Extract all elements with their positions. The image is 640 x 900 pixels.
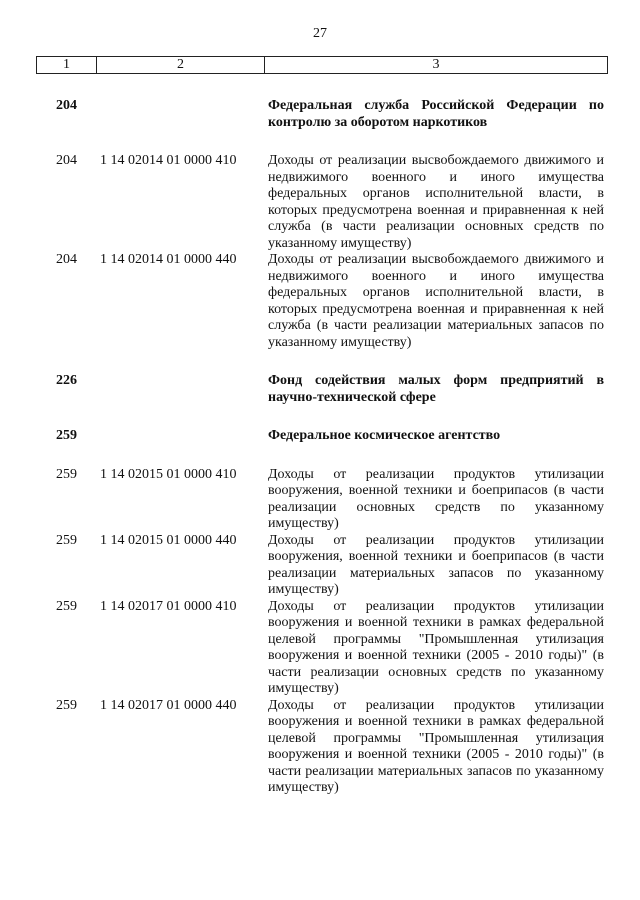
revenue-code: 1 14 02015 01 0000 410 [100,466,237,482]
page-number: 27 [313,26,327,41]
column-header-2: 2 [97,57,265,73]
section-heading-226 [36,373,608,406]
section-title: Федеральная служба Российской Федерации по контролю за оборотом наркотиков [268,98,604,130]
revenue-code [96,98,268,131]
section-title: Фонд содействия малых форм предприятий в научно-технической сфере [268,373,604,405]
revenue-code: 1 14 02017 01 0000 440 [100,697,237,713]
revenue-row [36,467,608,533]
administrator-code: 259 [56,466,77,482]
revenue-description: Доходы от реализации продуктов утилизации вооружения и военной техники в рамках федеральной целевой программы "Промышленная утилизация вооружения и военной техники (2005 - 2010 годы)" (в части реализации материальных запасов по указанному имуществу) [268,697,604,795]
revenue-row [36,698,608,797]
section-heading-204 [36,98,608,131]
administrator-code: 259 [56,532,77,548]
section-title: Федеральное космическое агентство [268,428,501,443]
revenue-description: Доходы от реализации продуктов утилизации вооружения, военной техники и боеприпасов (в части реализации материальных запасов по указанному имуществу) [268,532,604,597]
revenue-description: Доходы от реализации продуктов утилизации вооружения и военной техники в рамках федеральной целевой программы "Промышленная утилизация вооружения и военной техники (2005 - 2010 годы)" (в части реализации основных средств по указанному имуществу) [268,598,604,696]
administrator-code: 259 [56,598,77,614]
revenue-code: 1 14 02014 01 0000 440 [100,252,237,267]
revenue-row [36,599,608,698]
revenue-description: Доходы от реализации продуктов утилизации вооружения, военной техники и боеприпасов (в части реализации основных средств по указанному имуществу) [268,466,604,531]
entries-list [36,98,608,797]
section-heading-259 [36,428,608,445]
revenue-description: Доходы от реализации высвобождаемого движимого и недвижимого военного и иного имущества федеральных органов исполнительной власти, в которых предусмотрена военная и приравненная к ней служба (в части реализации основных средств по указанному имуществу) [268,153,604,251]
column-header-1: 1 [37,57,97,73]
revenue-code: 1 14 02014 01 0000 410 [100,153,237,168]
revenue-code [96,428,268,445]
revenue-description: Доходы от реализации высвобождаемого движимого и недвижимого военного и иного имущества федеральных органов исполнительной власти, в которых предусмотрена военная и приравненная к ней служба (в части реализации материальных запасов по указанному имуществу) [268,252,604,350]
revenue-row [36,153,608,252]
table-header [36,56,608,74]
administrator-code: 259 [56,697,77,713]
administrator-code: 204 [56,153,77,168]
administrator-code: 259 [56,428,77,443]
column-header-3: 3 [432,57,440,72]
revenue-row [36,252,608,351]
revenue-code: 1 14 02017 01 0000 410 [100,598,237,614]
revenue-code: 1 14 02015 01 0000 440 [100,532,237,548]
administrator-code: 226 [56,373,77,388]
revenue-code [96,373,268,406]
revenue-row [36,533,608,599]
administrator-code: 204 [56,98,77,113]
administrator-code: 204 [56,252,77,267]
